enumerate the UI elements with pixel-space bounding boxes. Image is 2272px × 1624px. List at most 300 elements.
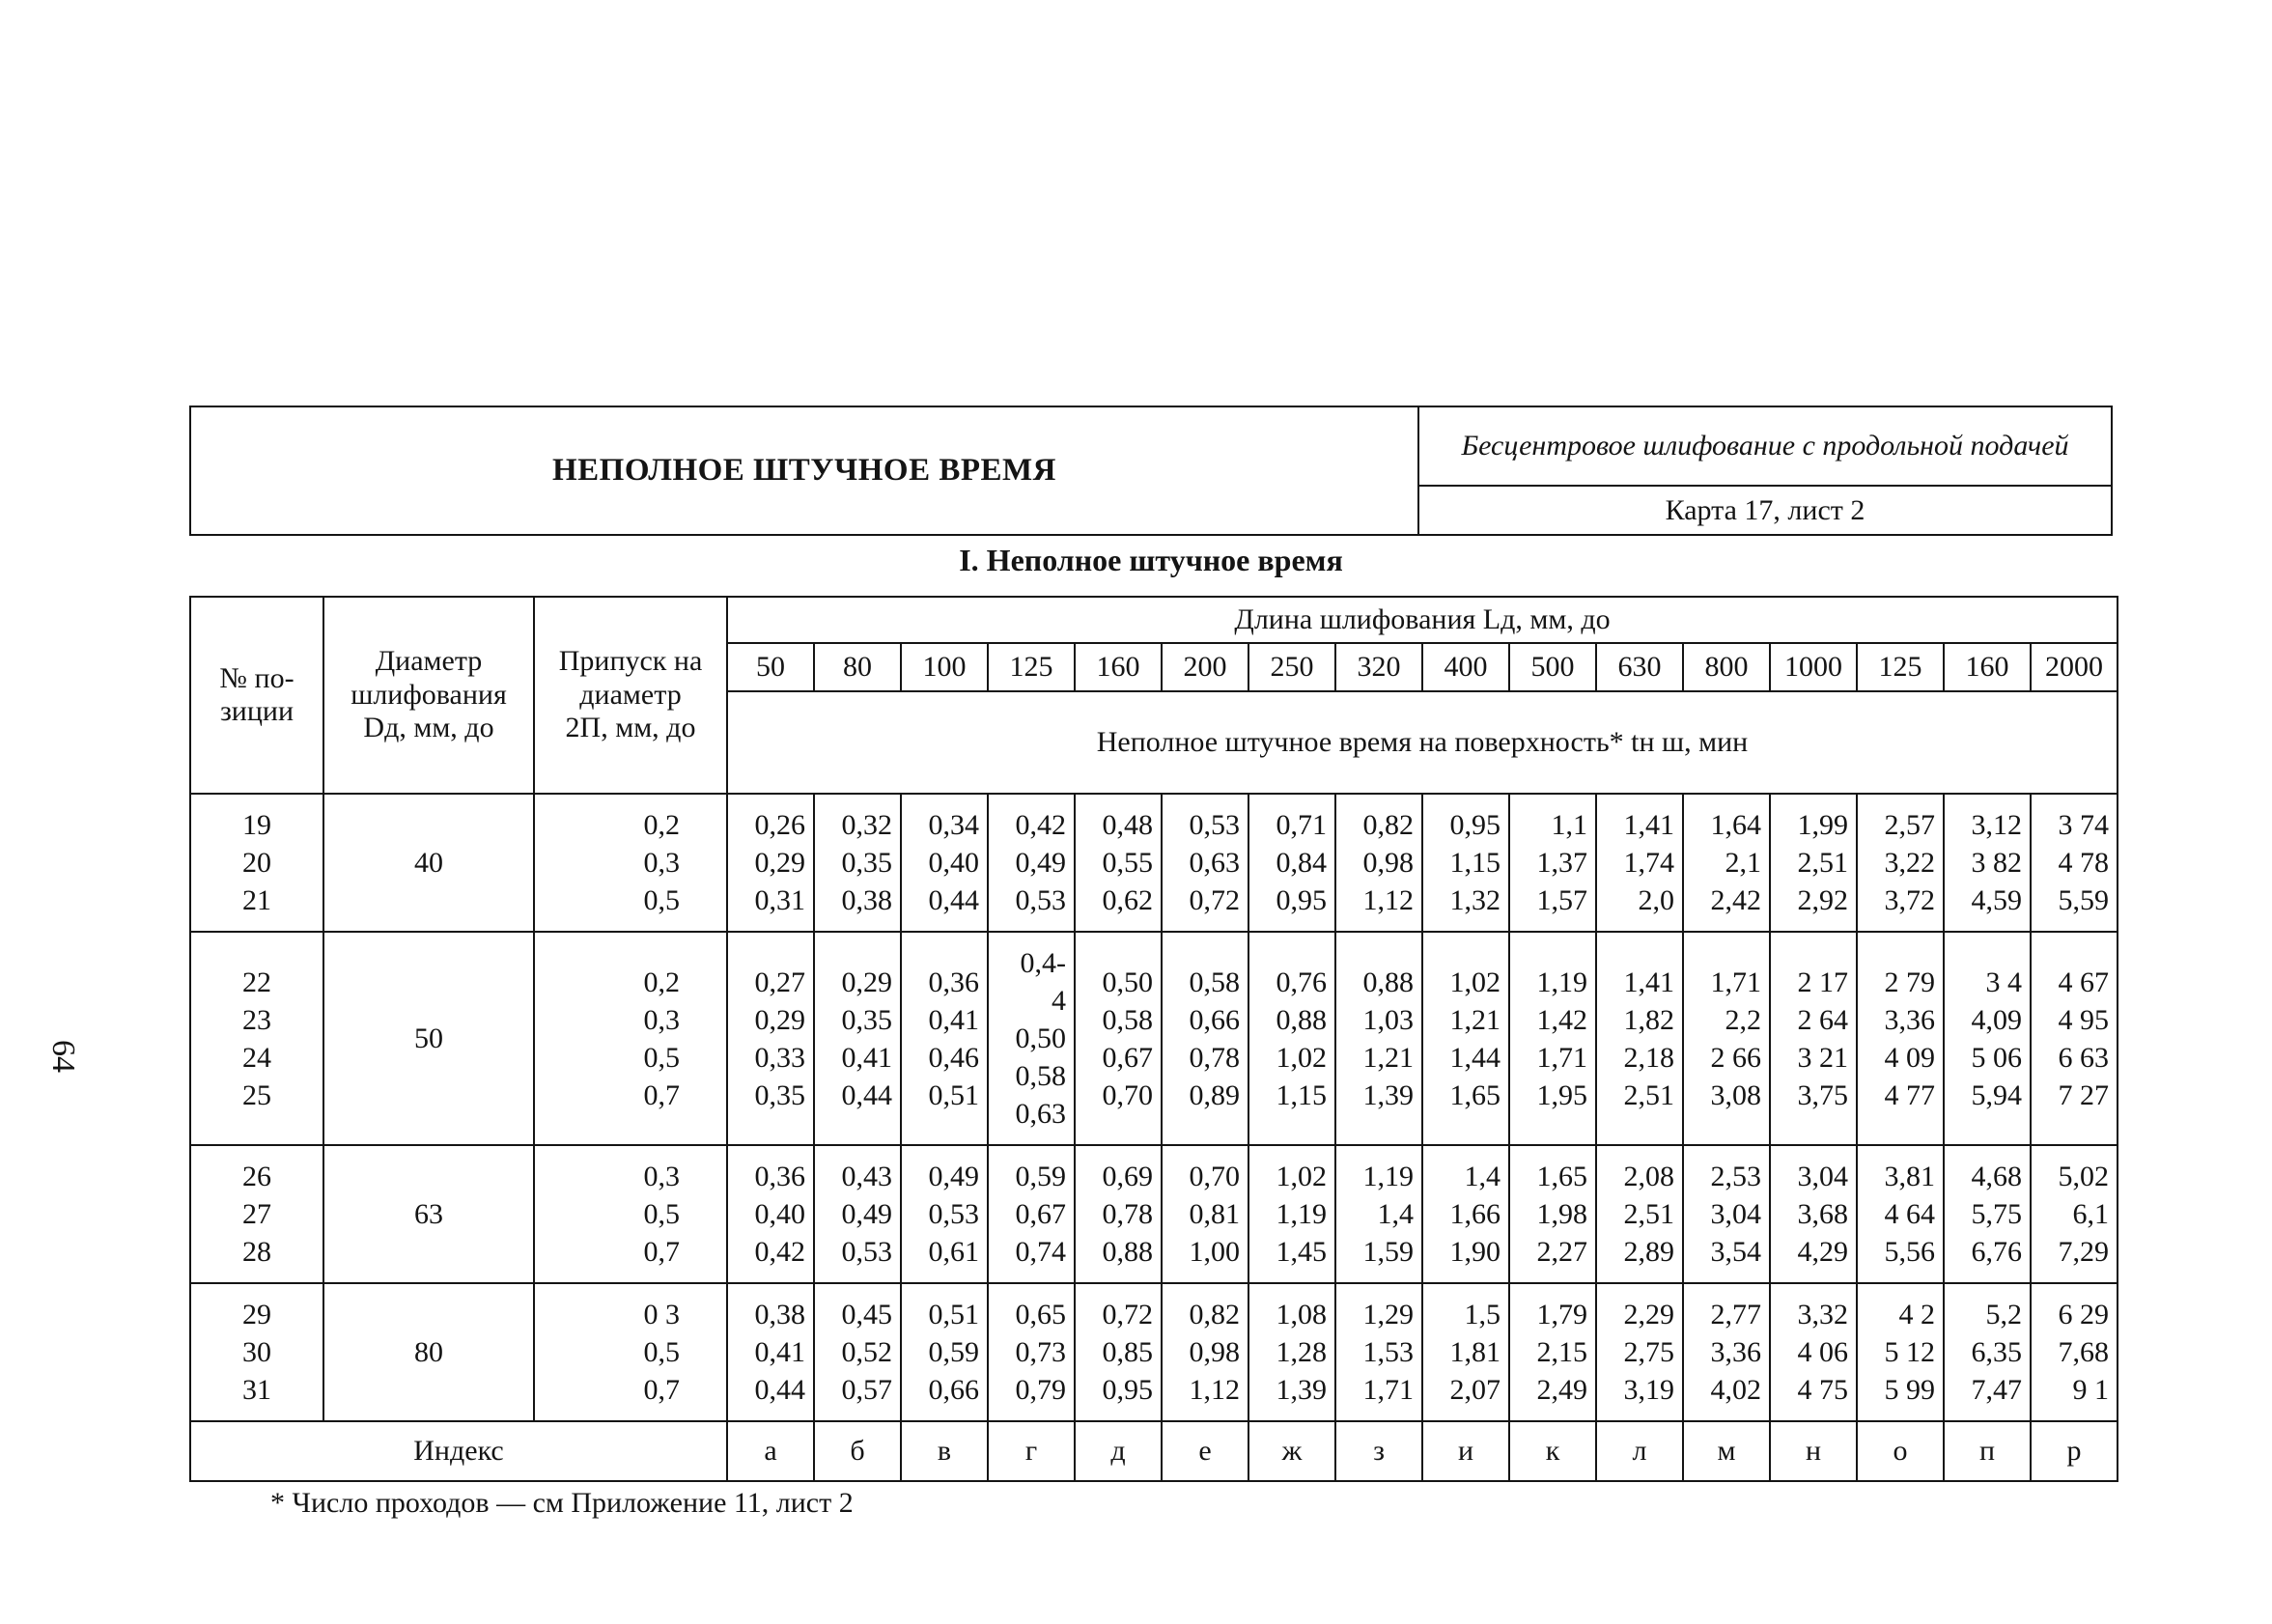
time-values (727, 1283, 814, 1421)
time-values (814, 1283, 901, 1421)
time-values (1683, 1145, 1770, 1283)
index-letter: з (1335, 1421, 1422, 1481)
time-values-line: 2 79 (1884, 966, 1935, 998)
time-values-line: 1,74 (1623, 847, 1674, 879)
time-values-line: 2,2 (1725, 1003, 1761, 1036)
time-values (1683, 1283, 1770, 1421)
time-values (1422, 794, 1509, 932)
time-values-line: 1,71 (1710, 966, 1761, 998)
time-values-line: 0,88 (1362, 966, 1414, 998)
time-values-line: 4 2 (1898, 1299, 1935, 1330)
time-values-line: 3 74 (2058, 809, 2109, 841)
allowance-header-text: Припуск на диаметр 2П, мм, до (558, 645, 703, 744)
time-values-line: 1,64 (1710, 809, 1761, 841)
time-values-line: 0,44 (928, 884, 979, 916)
time-values-line: 1,19 (1536, 966, 1587, 998)
position-numbers-line: 22 (242, 966, 271, 998)
time-values-line: 2 64 (1797, 1003, 1848, 1036)
length-value: 500 (1509, 643, 1596, 691)
allowance-values-line: 0,3 (643, 1161, 680, 1192)
time-values (1596, 1145, 1683, 1283)
allowance-values-line: 0,2 (643, 809, 680, 841)
index-letter: о (1857, 1421, 1944, 1481)
time-values-line: 1,99 (1797, 809, 1848, 841)
length-value: 320 (1335, 643, 1422, 691)
time-values-line: 4,09 (1971, 1003, 2022, 1036)
length-value: 80 (814, 643, 901, 691)
time-values-line: 4 (1052, 985, 1066, 1017)
time-values-line: 4 09 (1884, 1041, 1935, 1074)
index-letter: а (727, 1421, 814, 1481)
time-values (901, 932, 988, 1145)
diameter-value: 40 (323, 794, 534, 932)
time-values-line: 1,41 (1623, 966, 1674, 998)
index-letter: г (988, 1421, 1075, 1481)
time-values-line: 0,70 (1102, 1078, 1153, 1111)
time-values (1857, 1145, 1944, 1283)
time-values-line: 0,78 (1189, 1041, 1240, 1074)
time-values (988, 1145, 1075, 1283)
time-values-line: 3 4 (1985, 966, 2022, 998)
time-values-line: 3,75 (1797, 1078, 1848, 1111)
time-values-line: 0,32 (841, 809, 892, 841)
time-values-line: 0,52 (841, 1336, 892, 1368)
allowance-values-line: 0,3 (643, 1003, 680, 1036)
time-values-line: 3,22 (1884, 847, 1935, 879)
time-values-line: 1,37 (1536, 847, 1587, 879)
time-values-line: 1,5 (1464, 1299, 1501, 1330)
time-values (1162, 1283, 1248, 1421)
time-values-line: 1,41 (1623, 809, 1674, 841)
time-values (1857, 1283, 1944, 1421)
time-values-line: 0,82 (1362, 809, 1414, 841)
time-values-line: 2 17 (1797, 966, 1848, 998)
time-values-line: 1,21 (1449, 1003, 1501, 1036)
time-values-line: 2,15 (1536, 1336, 1587, 1368)
length-value: 160 (1944, 643, 2031, 691)
time-values-line: 0,58 (1015, 1060, 1066, 1092)
time-values (1770, 932, 1857, 1145)
column-header-position (190, 597, 323, 794)
time-values (1335, 1283, 1422, 1421)
allowance-values-line: 0,3 (643, 847, 680, 879)
column-header-allowance (534, 597, 727, 794)
time-values-line: 3,12 (1971, 809, 2022, 841)
time-values-line: 1,65 (1536, 1161, 1587, 1192)
diameter-value: 63 (323, 1145, 534, 1283)
time-values-line: 5,2 (1985, 1299, 2022, 1330)
time-values-line: 2,89 (1623, 1236, 1674, 1268)
position-header-text: № по- зиции (219, 661, 295, 727)
time-values-line: 0,26 (754, 809, 805, 841)
time-values (1248, 794, 1335, 932)
time-values (1248, 1145, 1335, 1283)
time-values-line: 0,43 (841, 1161, 892, 1192)
card-sheet-label: Карта 17, лист 2 (1665, 493, 1865, 526)
allowance-values (534, 794, 727, 932)
time-values-line: 2,49 (1536, 1374, 1587, 1406)
time-values-line: 0,50 (1015, 1022, 1066, 1054)
length-value: 250 (1248, 643, 1335, 691)
allowance-values (534, 1145, 727, 1283)
time-values (1857, 794, 1944, 932)
header-meta (1419, 407, 2111, 534)
time-values-line: 0,49 (928, 1161, 979, 1192)
time-values (1075, 1145, 1162, 1283)
time-values-line: 0,40 (754, 1198, 805, 1230)
length-value: 125 (988, 643, 1075, 691)
time-values-line: 6,76 (1971, 1236, 2022, 1268)
position-numbers-line: 19 (242, 809, 271, 841)
time-values-line: 1,53 (1362, 1336, 1414, 1368)
time-values-line: 4,02 (1710, 1374, 1761, 1406)
table-row-group (190, 1145, 2118, 1283)
time-values-line: 2,51 (1797, 847, 1848, 879)
time-values-line: 1,81 (1449, 1336, 1501, 1368)
time-values (1596, 794, 1683, 932)
time-values-line: 5,56 (1884, 1236, 1935, 1268)
time-values (1944, 1283, 2031, 1421)
position-numbers-line: 23 (242, 1003, 271, 1036)
time-values-line: 2,07 (1449, 1374, 1501, 1406)
time-values-line: 0,33 (754, 1041, 805, 1074)
time-values-line: 1,32 (1449, 884, 1501, 916)
time-values-line: 2,29 (1623, 1299, 1674, 1330)
time-values-line: 4,29 (1797, 1236, 1848, 1268)
time-values (1770, 794, 1857, 932)
position-numbers-line: 31 (242, 1374, 271, 1406)
time-values-line: 0,4- (1020, 947, 1066, 979)
time-values-line: 3,36 (1884, 1003, 1935, 1036)
time-values-line: 6 29 (2058, 1299, 2109, 1330)
time-values-line: 6,35 (1971, 1336, 2022, 1368)
time-values-line: 1,79 (1536, 1299, 1587, 1330)
time-values-line: 1,95 (1536, 1078, 1587, 1111)
time-values (1335, 1145, 1422, 1283)
time-values-line: 0,98 (1362, 847, 1414, 879)
time-values-line: 3 21 (1797, 1041, 1848, 1074)
table-row-group (190, 1283, 2118, 1421)
time-values (1162, 794, 1248, 932)
time-values (1075, 794, 1162, 932)
time-values (1422, 1145, 1509, 1283)
time-values-line: 0,31 (754, 884, 805, 916)
time-values-line: 0,66 (1189, 1003, 1240, 1036)
index-label: Индекс (190, 1421, 727, 1481)
diameter-value: 80 (323, 1283, 534, 1421)
time-values-line: 5,02 (2058, 1161, 2109, 1192)
time-values-line: 2,77 (1710, 1299, 1761, 1330)
time-values (1335, 932, 1422, 1145)
time-values-line: 4,59 (1971, 884, 2022, 916)
time-values-line: 2,0 (1638, 884, 1674, 916)
allowance-values (534, 932, 727, 1145)
time-values-line: 1,02 (1276, 1161, 1327, 1192)
time-values-line: 1,59 (1362, 1236, 1414, 1268)
time-values-line: 0,59 (928, 1336, 979, 1368)
time-values (2031, 932, 2118, 1145)
time-norms-table (189, 596, 2118, 1482)
time-values-line: 7,29 (2058, 1236, 2109, 1268)
time-values-line: 1,00 (1189, 1236, 1240, 1268)
time-values-line: 5,94 (1971, 1078, 2022, 1111)
time-values-line: 4 75 (1797, 1374, 1848, 1406)
time-values (1075, 932, 1162, 1145)
time-values-line: 0,58 (1102, 1003, 1153, 1036)
time-values-line: 4 67 (2058, 966, 2109, 998)
card-header (189, 406, 2113, 536)
allowance-values-line: 0,2 (643, 966, 680, 998)
time-values-line: 9 1 (2072, 1374, 2109, 1406)
time-values-line: 3 82 (1971, 847, 2022, 879)
time-values-line: 5,75 (1971, 1198, 2022, 1230)
time-values-line: 0,61 (928, 1236, 979, 1268)
time-values (901, 1283, 988, 1421)
time-values (1422, 932, 1509, 1145)
time-values (988, 1283, 1075, 1421)
time-values-line: 3,72 (1884, 884, 1935, 916)
time-values (1422, 1283, 1509, 1421)
time-values-line: 1,4 (1377, 1198, 1414, 1230)
time-values (1075, 1283, 1162, 1421)
time-values-line: 2,08 (1623, 1161, 1674, 1192)
time-values (1944, 1145, 2031, 1283)
time-values-line: 0,88 (1276, 1003, 1327, 1036)
time-values-line: 0,49 (841, 1198, 892, 1230)
index-letter: и (1422, 1421, 1509, 1481)
time-values-line: 0,29 (754, 1003, 805, 1036)
length-value: 800 (1683, 643, 1770, 691)
time-values-line: 0,36 (928, 966, 979, 998)
time-values-line: 0,53 (841, 1236, 892, 1268)
time-values (901, 1145, 988, 1283)
time-values-line: 0,40 (928, 847, 979, 879)
time-values-line: 6,1 (2072, 1198, 2109, 1230)
time-values-line: 2,51 (1623, 1198, 1674, 1230)
time-values-line: 2,53 (1710, 1161, 1761, 1192)
position-numbers-line: 26 (242, 1161, 271, 1192)
time-values (814, 1145, 901, 1283)
time-values-line: 2,57 (1884, 809, 1935, 841)
time-values-line: 1,28 (1276, 1336, 1327, 1368)
length-value: 125 (1857, 643, 1944, 691)
position-numbers (190, 1145, 323, 1283)
time-values-line: 0,85 (1102, 1336, 1153, 1368)
time-values-line: 3,36 (1710, 1336, 1761, 1368)
time-values (727, 1145, 814, 1283)
time-values-line: 0,35 (841, 1003, 892, 1036)
position-numbers-line: 27 (242, 1198, 271, 1230)
length-value: 100 (901, 643, 988, 691)
index-row (190, 1421, 2118, 1481)
time-values-line: 0,59 (1015, 1161, 1066, 1192)
index-letter: л (1596, 1421, 1683, 1481)
time-values (727, 932, 814, 1145)
time-values-line: 0,72 (1189, 884, 1240, 916)
time-values-line: 0,29 (754, 847, 805, 879)
index-letter: в (901, 1421, 988, 1481)
allowance-values-line: 0,5 (643, 1198, 680, 1230)
allowance-values-line: 0,7 (643, 1236, 680, 1268)
time-values-line: 7,68 (2058, 1336, 2109, 1368)
time-values (727, 794, 814, 932)
position-numbers (190, 932, 323, 1145)
time-values (1248, 932, 1335, 1145)
time-values-line: 1,45 (1276, 1236, 1327, 1268)
time-values-line: 0,53 (1189, 809, 1240, 841)
time-values (1944, 794, 2031, 932)
time-values-line: 0,63 (1015, 1098, 1066, 1130)
time-values-line: 4 95 (2058, 1003, 2109, 1036)
time-values-line: 0,57 (841, 1374, 892, 1406)
time-values-line: 0,89 (1189, 1078, 1240, 1111)
index-letter: е (1162, 1421, 1248, 1481)
operation-subtitle: Бесцентровое шлифование с продольной подачей (1419, 407, 2111, 487)
time-values-line: 0,29 (841, 966, 892, 998)
allowance-values (534, 1283, 727, 1421)
time-values-line: 0,71 (1276, 809, 1327, 841)
time-values-line: 4,68 (1971, 1161, 2022, 1192)
allowance-values-line: 0,5 (643, 1336, 680, 1368)
time-values-line: 4 77 (1884, 1078, 1935, 1111)
time-values (1770, 1283, 1857, 1421)
time-values-line: 2,51 (1623, 1078, 1674, 1111)
time-values-line: 4 64 (1884, 1198, 1935, 1230)
position-numbers-line: 29 (242, 1299, 271, 1330)
position-numbers (190, 794, 323, 932)
position-numbers (190, 1283, 323, 1421)
table-row-group (190, 932, 2118, 1145)
position-numbers-line: 28 (242, 1236, 271, 1268)
time-values-line: 1,15 (1276, 1078, 1327, 1111)
time-values-line: 0,35 (754, 1078, 805, 1111)
time-values-line: 0,48 (1102, 809, 1153, 841)
time-values-line: 1,71 (1362, 1374, 1414, 1406)
time-values-line: 0,50 (1102, 966, 1153, 998)
length-header: Длина шлифования Lд, мм, до (727, 597, 2118, 643)
allowance-values-line: 0 3 (643, 1299, 680, 1330)
time-values-line: 0,41 (841, 1041, 892, 1074)
time-header: Неполное штучное время на поверхность* tн ш, мин (727, 691, 2118, 794)
document-title: НЕПОЛНОЕ ШТУЧНОЕ ВРЕМЯ (191, 407, 1419, 534)
time-values-line: 1,03 (1362, 1003, 1414, 1036)
time-values-line: 0,95 (1449, 809, 1501, 841)
time-values-line: 7 27 (2058, 1078, 2109, 1111)
time-values-line: 2,1 (1725, 847, 1761, 879)
time-values-line: 0,34 (928, 809, 979, 841)
time-values-line: 1,19 (1362, 1161, 1414, 1192)
time-values-line: 0,70 (1189, 1161, 1240, 1192)
index-letter: ж (1248, 1421, 1335, 1481)
time-values-line: 1,21 (1362, 1041, 1414, 1074)
time-values-line: 1,71 (1536, 1041, 1587, 1074)
position-numbers-line: 24 (242, 1041, 271, 1074)
time-values-line: 0,55 (1102, 847, 1153, 879)
column-header-diameter (323, 597, 534, 794)
time-values-line: 0,41 (928, 1003, 979, 1036)
time-values-line: 3,68 (1797, 1198, 1848, 1230)
time-values-line: 0,79 (1015, 1374, 1066, 1406)
time-values (2031, 1145, 2118, 1283)
time-values-line: 1,66 (1449, 1198, 1501, 1230)
time-values (1683, 932, 1770, 1145)
time-values-line: 6 63 (2058, 1041, 2109, 1074)
time-values-line: 1,12 (1362, 884, 1414, 916)
time-values-line: 4 06 (1797, 1336, 1848, 1368)
time-values-line: 1,42 (1536, 1003, 1587, 1036)
position-numbers-line: 21 (242, 884, 271, 916)
time-values-line: 0,78 (1102, 1198, 1153, 1230)
time-values-line: 1,65 (1449, 1078, 1501, 1111)
time-values (1596, 932, 1683, 1145)
time-values-line: 1,19 (1276, 1198, 1327, 1230)
time-values (988, 932, 1075, 1145)
time-values-line: 0,95 (1102, 1374, 1153, 1406)
index-letter: м (1683, 1421, 1770, 1481)
time-values (1596, 1283, 1683, 1421)
time-values-line: 0,62 (1102, 884, 1153, 916)
time-values-line: 2,92 (1797, 884, 1848, 916)
index-letter: д (1075, 1421, 1162, 1481)
time-values-line: 3,32 (1797, 1299, 1848, 1330)
index-letter: н (1770, 1421, 1857, 1481)
time-values-line: 1,4 (1464, 1161, 1501, 1192)
time-values (1248, 1283, 1335, 1421)
time-values-line: 5 06 (1971, 1041, 2022, 1074)
time-values (1509, 1145, 1596, 1283)
time-values-line: 0,84 (1276, 847, 1327, 879)
time-values-line: 0,73 (1015, 1336, 1066, 1368)
length-value: 400 (1422, 643, 1509, 691)
time-values-line: 7,47 (1971, 1374, 2022, 1406)
time-values (1683, 794, 1770, 932)
time-values-line: 1,1 (1551, 809, 1587, 841)
time-values-line: 3,04 (1710, 1198, 1761, 1230)
time-values (2031, 794, 2118, 932)
time-values-line: 5 12 (1884, 1336, 1935, 1368)
time-values-line: 2,18 (1623, 1041, 1674, 1074)
index-letter: п (1944, 1421, 2031, 1481)
time-values (814, 932, 901, 1145)
time-values-line: 1,15 (1449, 847, 1501, 879)
position-numbers-line: 25 (242, 1078, 271, 1111)
allowance-values-line: 0,5 (643, 1041, 680, 1074)
time-values-line: 0,72 (1102, 1299, 1153, 1330)
time-values-line: 1,02 (1276, 1041, 1327, 1074)
time-values-line: 0,45 (841, 1299, 892, 1330)
time-values (2031, 1283, 2118, 1421)
time-values-line: 0,53 (928, 1198, 979, 1230)
time-values-line: 1,98 (1536, 1198, 1587, 1230)
time-values-line: 2,27 (1536, 1236, 1587, 1268)
time-values-line: 0,49 (1015, 847, 1066, 879)
time-values-line: 3,54 (1710, 1236, 1761, 1268)
time-values-line: 1,02 (1449, 966, 1501, 998)
time-values-line: 2,42 (1710, 884, 1761, 916)
time-values-line: 5 99 (1884, 1374, 1935, 1406)
time-values (1509, 1283, 1596, 1421)
footnote: * Число проходов — см Приложение 11, лист 2 (270, 1487, 854, 1519)
time-values (988, 794, 1075, 932)
length-value: 200 (1162, 643, 1248, 691)
time-values-line: 0,82 (1189, 1299, 1240, 1330)
time-values-line: 0,58 (1189, 966, 1240, 998)
time-values-line: 1,29 (1362, 1299, 1414, 1330)
index-letter: р (2031, 1421, 2118, 1481)
time-values-line: 1,44 (1449, 1041, 1501, 1074)
time-values (1509, 932, 1596, 1145)
time-values-line: 0,35 (841, 847, 892, 879)
